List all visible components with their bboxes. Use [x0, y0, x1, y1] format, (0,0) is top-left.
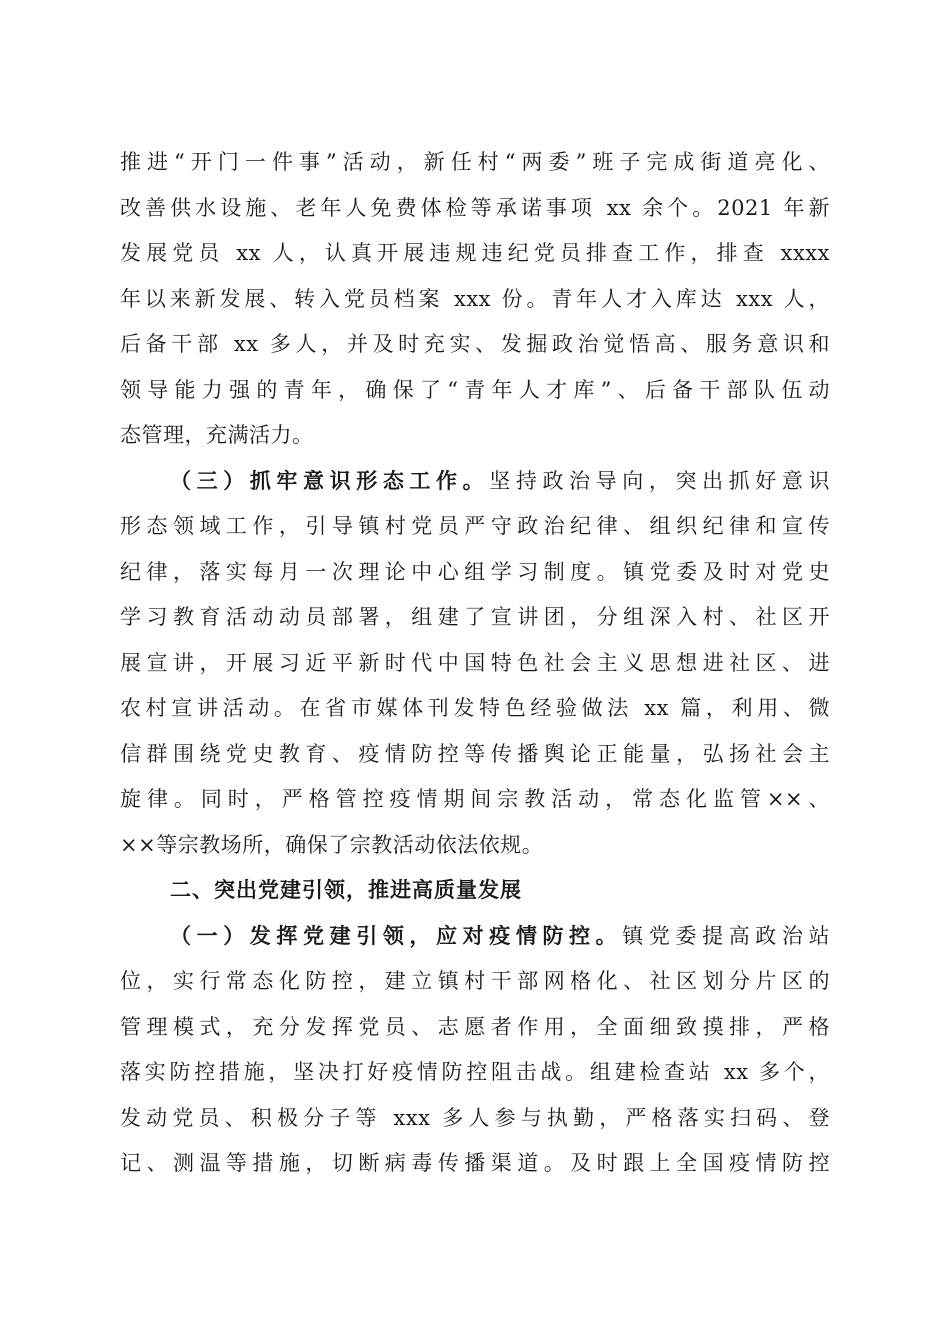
- text-line: 信群围绕党史教育、疫情防控等传播舆论正能量，弘扬社会主: [120, 741, 830, 766]
- text-line: 学习教育活动动员部署，组建了宣讲团，分组深入村、社区开: [120, 605, 830, 629]
- text-line: [120, 914, 830, 960]
- paragraph-lead-rest: 坚持政治导向，突出抓好意识: [489, 468, 830, 493]
- text-line: 旋律。同时，严格管控疫情期间宗教活动，常态化监管××、: [120, 787, 830, 811]
- text-line: 农村宣讲活动。在省市媒体刊发特色经验做法 xx 篇，利用、微: [120, 696, 830, 720]
- text-line: 位，实行常态化防控，建立镇村干部网格化、社区划分片区的: [120, 969, 830, 993]
- text-line: 发展党员 xx 人，认真开展违规违纪党员排查工作，排查 xxxx: [120, 241, 830, 265]
- text-line: 年以来新发展、转入党员档案 xxx 份。青年人才入库达 xxx 人，: [120, 286, 830, 311]
- paragraph-lead-rest: 镇党委提高政治站: [622, 923, 831, 948]
- text-line: 纪律，落实每月一次理论中心组学习制度。镇党委及时对党史: [120, 559, 830, 584]
- text-line: ××等宗教场所，确保了宗教活动依法依规。: [120, 832, 544, 857]
- paragraph-lead: （三）抓牢意识形态工作。: [170, 468, 490, 493]
- text-line: 改善供水设施、老年人免费体检等承诺事项 xx 余个。2021 年新: [120, 195, 830, 220]
- paragraph-epidemic-control: [120, 914, 830, 1187]
- text-line: 落实防控措施，坚决打好疫情防控阻击战。组建检查站 xx 多个，: [120, 1060, 830, 1084]
- paragraph-lead: （一）发挥党建引领，应对疫情防控。: [170, 923, 623, 948]
- document-body: [120, 140, 830, 1187]
- text-line: 后备干部 xx 多人，并及时充实、发掘政治觉悟高、服务意识和: [120, 332, 830, 356]
- text-line: [120, 459, 830, 505]
- paragraph-ideology-work: [120, 459, 830, 869]
- section-heading: 二、突出党建引领，推进高质量发展: [170, 878, 522, 902]
- text-line: 展宣讲，开展习近平新时代中国特色社会主义思想进社区、进: [120, 650, 830, 675]
- text-line: 态管理，充满活力。: [120, 423, 314, 447]
- text-line: 管理模式，充分发挥党员、志愿者作用，全面细致摸排，严格: [120, 1014, 830, 1039]
- text-line: 发动党员、积极分子等 xxx 多人参与执勤，严格落实扫码、登: [120, 1105, 830, 1130]
- paragraph-continuation: [120, 140, 830, 459]
- text-line: 推进“开门一件事”活动，新任村“两委”班子完成街道亮化、: [120, 150, 830, 174]
- text-line: 领导能力强的青年，确保了“青年人才库”、后备干部队伍动: [120, 377, 830, 402]
- text-line: 形态领域工作，引导镇村党员严守政治纪律、组织纪律和宣传: [120, 514, 830, 538]
- text-line: 记、测温等措施，切断病毒传播渠道。及时跟上全国疫情防控: [120, 1151, 830, 1175]
